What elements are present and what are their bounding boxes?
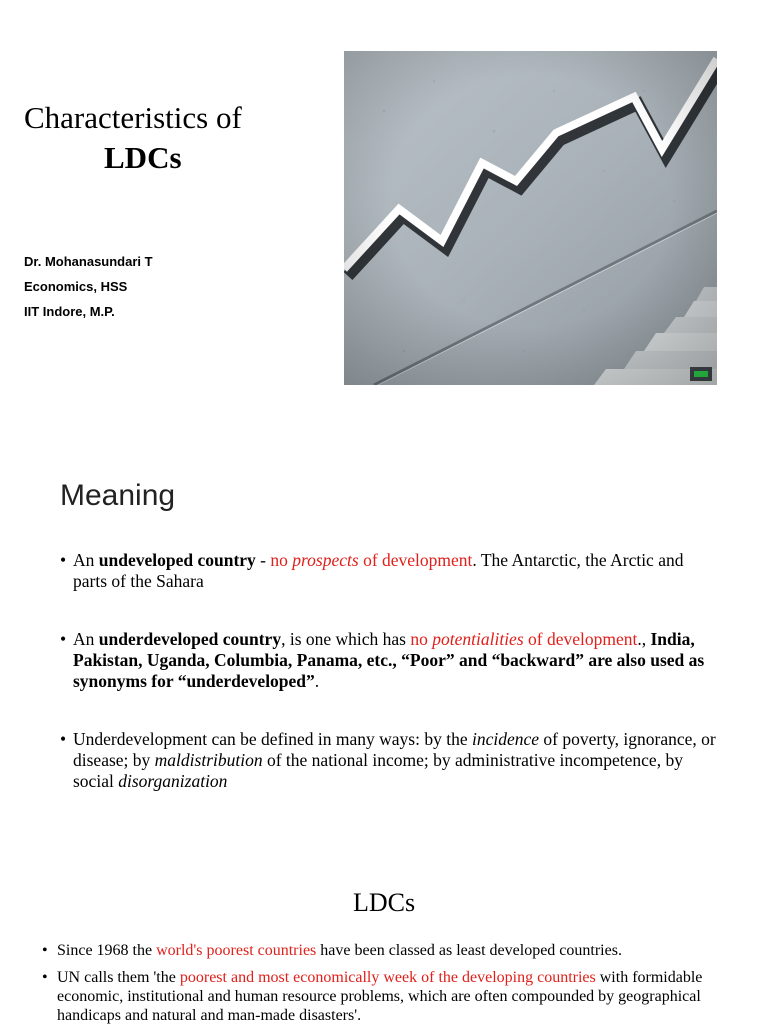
- author-name: Dr. Mohanasundari T: [24, 254, 153, 269]
- bullet-text: UN calls them 'the poorest and most economically week of the developing countries with formidable economic, institutional and human resource problems, which are often compounded by geographical handicaps and natural and man-made disasters'.: [57, 969, 703, 1024]
- slide-title-line2: LDCs: [104, 140, 182, 175]
- bullet-text: An undeveloped country - no prospects of development. The Antarctic, the Arctic and parts of the Sahara: [73, 550, 684, 591]
- author-department: Economics, HSS: [24, 279, 128, 294]
- ldcs-heading: LDCs: [352, 888, 416, 917]
- bullet-dot: •: [42, 969, 48, 986]
- ldcs-bullet-un-definition: [42, 968, 762, 1024]
- slide-title-line1: Characteristics of: [24, 100, 242, 135]
- bullet-text: Underdevelopment can be defined in many ways: by the incidence of poverty, ignorance, or disease; by maldistribution of the national income; by administrative incompetence, by social disorganization: [73, 729, 716, 791]
- meaning-bullet-underdeveloped: [60, 629, 720, 692]
- bullet-dot: •: [60, 729, 67, 749]
- ldcs-slide: [0, 855, 768, 1024]
- growth-staircase-photo: [344, 51, 717, 385]
- meaning-heading: Meaning: [60, 479, 176, 512]
- meaning-slide: [0, 440, 768, 840]
- meaning-bullet-definition: [60, 729, 720, 792]
- bullet-dot: •: [60, 629, 67, 649]
- ldcs-bullet-since-1968: [42, 941, 762, 960]
- bullet-text: An underdeveloped country, is one which has no potentialities of development., India, Pakistan, Uganda, Columbia, Panama, etc., “Poor” and “backward” are also used as synonyms for “underdeveloped”.: [73, 629, 705, 691]
- title-slide: [0, 0, 768, 430]
- meaning-bullet-undeveloped: [60, 550, 720, 592]
- author-institute: IIT Indore, M.P.: [24, 304, 115, 319]
- bullet-text: Since 1968 the world's poorest countries have been classed as least developed countries.: [57, 942, 622, 959]
- bullet-dot: •: [60, 550, 67, 570]
- bullet-dot: •: [42, 942, 48, 959]
